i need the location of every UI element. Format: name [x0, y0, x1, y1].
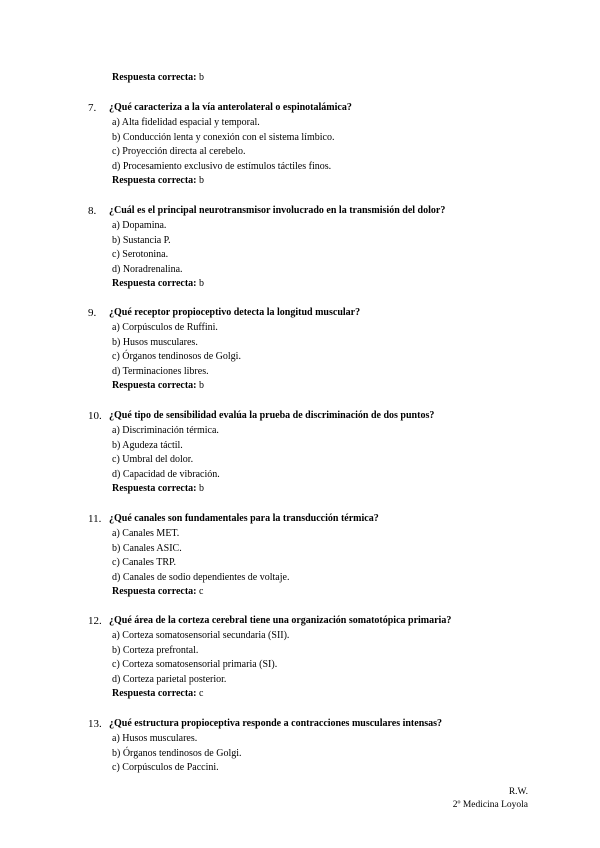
answer-value: b [199, 278, 205, 289]
question-header [88, 717, 548, 731]
question-9 [88, 306, 548, 393]
question-number: 8. [88, 205, 97, 217]
option-c: c) Corpúsculos de Paccini. [112, 762, 219, 773]
question-header [88, 101, 548, 115]
options-list [112, 629, 548, 687]
option-b: b) Canales ASIC. [112, 542, 182, 554]
option-b: b) Corteza prefrontal. [112, 644, 199, 656]
question-header [88, 512, 548, 526]
question-number: 9. [88, 307, 97, 319]
question-number: 12. [88, 615, 102, 627]
options-list [112, 116, 548, 174]
answer-label: Respuesta correcta: [112, 483, 197, 494]
correct-answer [112, 277, 548, 291]
options-list [112, 527, 548, 585]
answer-line-previous [112, 72, 204, 84]
answer-label: Respuesta correcta: [112, 688, 197, 699]
question-text: ¿Qué estructura propioceptiva responde a contracciones musculares intensas? [109, 718, 443, 729]
option-a: a) Corpúsculos de Ruffini. [112, 322, 218, 333]
question-number: 10. [88, 410, 102, 422]
answer-label: Respuesta correcta: [112, 278, 197, 289]
page-footer [453, 786, 528, 812]
question-text: ¿Qué canales son fundamentales para la transducción térmica? [109, 513, 379, 524]
question-text: ¿Qué caracteriza a la vía anterolateral o espinotalámica? [109, 102, 352, 113]
option-a: a) Alta fidelidad espacial y temporal. [112, 117, 260, 128]
question-13 [88, 717, 548, 776]
answer-value: b [199, 483, 205, 494]
answer-label: Respuesta correcta: [112, 586, 197, 597]
answer-value: b [199, 72, 205, 83]
correct-answer [112, 482, 548, 496]
option-c: c) Proyección directa al cerebelo. [112, 146, 246, 157]
footer-course: 2º Medicina Loyola [452, 800, 528, 810]
answer-value: b [199, 175, 205, 186]
option-d: d) Procesamiento exclusivo de estímulos táctiles finos. [112, 160, 332, 172]
correct-answer [112, 585, 548, 599]
question-header [88, 409, 548, 423]
option-c: c) Corteza somatosensorial primaria (SI). [112, 659, 278, 670]
correct-answer [112, 379, 548, 393]
option-b: b) Sustancia P. [112, 234, 171, 246]
question-number: 13. [88, 718, 102, 730]
answer-value: b [199, 380, 205, 391]
options-list [112, 321, 548, 379]
question-number: 11. [88, 513, 102, 525]
options-list [112, 424, 548, 482]
option-c: c) Canales TRP. [112, 557, 176, 568]
option-d: d) Corteza parietal posterior. [112, 673, 227, 685]
correct-answer [112, 687, 548, 701]
question-header [88, 204, 548, 218]
option-b: b) Órganos tendinosos de Golgi. [112, 747, 242, 759]
option-d: d) Capacidad de vibración. [112, 468, 220, 480]
option-a: a) Corteza somatosensorial secundaria (SII). [112, 630, 290, 641]
question-11 [88, 512, 548, 599]
question-header [88, 306, 548, 320]
option-d: d) Noradrenalina. [112, 263, 183, 275]
option-c: c) Órganos tendinosos de Golgi. [112, 351, 241, 362]
option-b: b) Agudeza táctil. [112, 439, 183, 451]
option-d: d) Canales de sodio dependientes de voltaje. [112, 571, 290, 583]
question-12 [88, 614, 548, 701]
correct-answer [112, 174, 548, 188]
option-a: a) Canales MET. [112, 528, 180, 539]
options-list [112, 732, 548, 776]
option-a: a) Discriminación térmica. [112, 425, 219, 436]
question-7 [88, 101, 548, 188]
question-8 [88, 204, 548, 291]
question-header [88, 614, 548, 628]
question-text: ¿Cuál es el principal neurotransmisor involucrado en la transmisión del dolor? [109, 205, 446, 216]
answer-label: Respuesta correcta: [112, 72, 197, 83]
question-text: ¿Qué tipo de sensibilidad evalúa la prueba de discriminación de dos puntos? [109, 410, 435, 421]
answer-value: c [199, 688, 204, 699]
option-c: c) Serotonina. [112, 249, 169, 260]
answer-value: c [199, 586, 204, 597]
option-d: d) Terminaciones libres. [112, 365, 209, 377]
option-b: b) Conducción lenta y conexión con el sistema límbico. [112, 131, 335, 143]
option-c: c) Umbral del dolor. [112, 454, 194, 465]
question-10 [88, 409, 548, 496]
options-list [112, 219, 548, 277]
option-b: b) Husos musculares. [112, 336, 198, 348]
option-a: a) Husos musculares. [112, 733, 198, 744]
question-text: ¿Qué área de la corteza cerebral tiene una organización somatotópica primaria? [109, 615, 452, 626]
answer-label: Respuesta correcta: [112, 175, 197, 186]
answer-label: Respuesta correcta: [112, 380, 197, 391]
option-a: a) Dopamina. [112, 220, 167, 231]
question-number: 7. [88, 102, 97, 114]
footer-author: R.W. [508, 787, 528, 797]
question-text: ¿Qué receptor propioceptivo detecta la longitud muscular? [109, 307, 361, 318]
